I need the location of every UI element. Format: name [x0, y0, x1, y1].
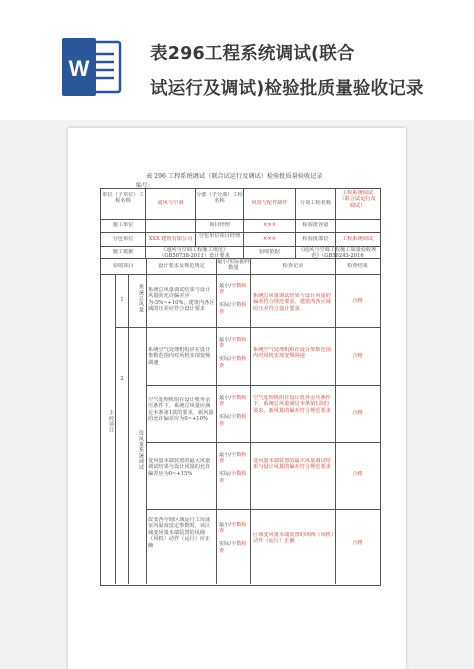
grid-line: [146, 442, 380, 443]
row1-record: 系统总风量调试结果与设计风量的偏差符合规范要求，建筑内各区域的压差符合设计要求: [253, 293, 331, 312]
row2-design: 系统空气处理机组应在设计参数范围内对风机实现变频调速: [148, 347, 211, 366]
unit-name-value: 通风与空调: [157, 200, 184, 206]
row4-result: 合格: [352, 471, 363, 477]
row3-result: 合格: [352, 410, 363, 416]
grid-line: [216, 258, 217, 584]
row4-sample: 最小/全数检查 实际/全数检查: [219, 452, 247, 484]
sub-project-manager-label: 分包单位项目经理: [198, 233, 241, 239]
row5-result: 合格: [352, 540, 363, 546]
header-design: 设计要求及规范规定: [158, 263, 205, 269]
acceptance-basis-value: 《通风与空调工程施工质量验收规范》（GB50243-2016: [298, 247, 377, 260]
grid-line: [115, 327, 146, 328]
basis-value: 《通风与空调工程施工规范》（GB50738-2011）设计要求: [159, 247, 230, 260]
batch-part-value: 工程系统调试: [341, 236, 374, 242]
grid-line: [128, 274, 129, 584]
row3-record: 空气处理机组在设计机外余压条件下，系统总风量满足本条第1款的要求，新风量的偏差符合规范要求: [253, 395, 331, 414]
row1-sample: 最小/全数检查 实际/全数检查: [219, 283, 247, 315]
group-total-airflow: 系统总风量: [138, 284, 144, 313]
row5-design: 改变各空调区域运行工况或室内温度设定参数时，该区域变风量末端装置的风阀（风机）动作（运行）应正确: [148, 517, 211, 549]
header-items: 验收项目: [113, 263, 134, 269]
row1-design: 系统总风量调试结果与设计风量的允许偏差应为-5%~+10%，建筑内各区域的压差应符合设计要求: [148, 287, 215, 313]
basis-label: 施工依据: [112, 249, 134, 255]
row-no-2: 2: [120, 376, 124, 382]
row2-record: 系统空气处理机组在设计参数范围内对风机实现变频调速: [253, 347, 331, 360]
page-title-line-1: 表296工程系统调试(联合: [150, 44, 355, 64]
subcontractor-value: XXX 建筑有限公司: [148, 236, 193, 242]
grid-line: [100, 274, 380, 275]
row3-design: 空气处理机组在设计机外余压条件下，系统总风量应满足本条第1款的要求，新风量的允许偏差应为0~+10%: [148, 397, 214, 423]
batch-name-value: 工程系统调试（联合试运行及调试）: [339, 190, 376, 209]
main-items-label: 主控项目: [108, 410, 114, 433]
constructor-label: 施工单位: [112, 222, 134, 228]
subcontractor-label: 分包单位: [112, 236, 134, 242]
page-title-line-2: 试运行及调试)检验批质量验收记录: [150, 79, 424, 99]
row5-sample: 最小/全数检查 实际/全数检查: [219, 522, 247, 554]
subdivision-name-label: 分部（子分部）工程名称: [196, 192, 243, 205]
row3-sample: 最小/全数检查 实际/全数检查: [219, 395, 247, 427]
grid-line: [146, 509, 380, 510]
header-min-sample: 最小/实际抽样数量: [217, 259, 250, 272]
grid-line: [335, 258, 336, 584]
grid-line: [145, 188, 146, 258]
grid-line: [146, 258, 147, 584]
row2-result: 合格: [352, 353, 363, 359]
row2-sample: 最小/全数检查 实际/全数检查: [219, 337, 247, 369]
form-title: 表 296 工程系统调试（联合试运行及调试）检验批质量验收记录: [146, 173, 323, 180]
subdivision-name-value: 风管与配件制作: [251, 200, 288, 206]
grid-line: [115, 274, 116, 584]
row4-design: 变风量末端装置的最大风量调试结果与设计风量的允许偏差应为0~+15%: [148, 458, 211, 477]
batch-name-label: 分项工程名称: [299, 200, 332, 206]
word-doc-icon: [62, 38, 122, 96]
row-no-1: 1: [120, 297, 124, 303]
group-vav-debug: 变风量系统调试: [138, 430, 144, 470]
row5-record: 区域变风量末端装置的风阀（风机）动作（运行）正确: [253, 532, 334, 545]
grid-line: [250, 258, 251, 584]
sub-project-manager-value: ×××: [262, 236, 277, 242]
project-manager-value: ×××: [262, 222, 277, 228]
grid-line: [146, 327, 380, 328]
grid-line: [100, 219, 380, 220]
grid-line: [146, 385, 380, 386]
header-record: 检查记录: [282, 263, 304, 269]
acceptance-basis-label: 验收依据: [259, 249, 280, 255]
batch-capacity-label: 检验批容量: [302, 222, 329, 228]
row1-result: 合格: [352, 298, 363, 304]
svg-text:W: W: [68, 56, 90, 81]
project-manager-label: 项目经理: [209, 222, 230, 228]
batch-part-label: 检验批部位: [302, 236, 329, 242]
unit-name-label: 单位（子单位）工程名称: [102, 192, 144, 205]
row4-record: 变风量末端装置的最大风量调试结果与设计风量的偏差符合规范要求: [253, 458, 331, 471]
header-result: 检查结果: [347, 263, 368, 269]
page-header: [0, 0, 474, 120]
form-number-label: 编号：: [136, 183, 154, 189]
